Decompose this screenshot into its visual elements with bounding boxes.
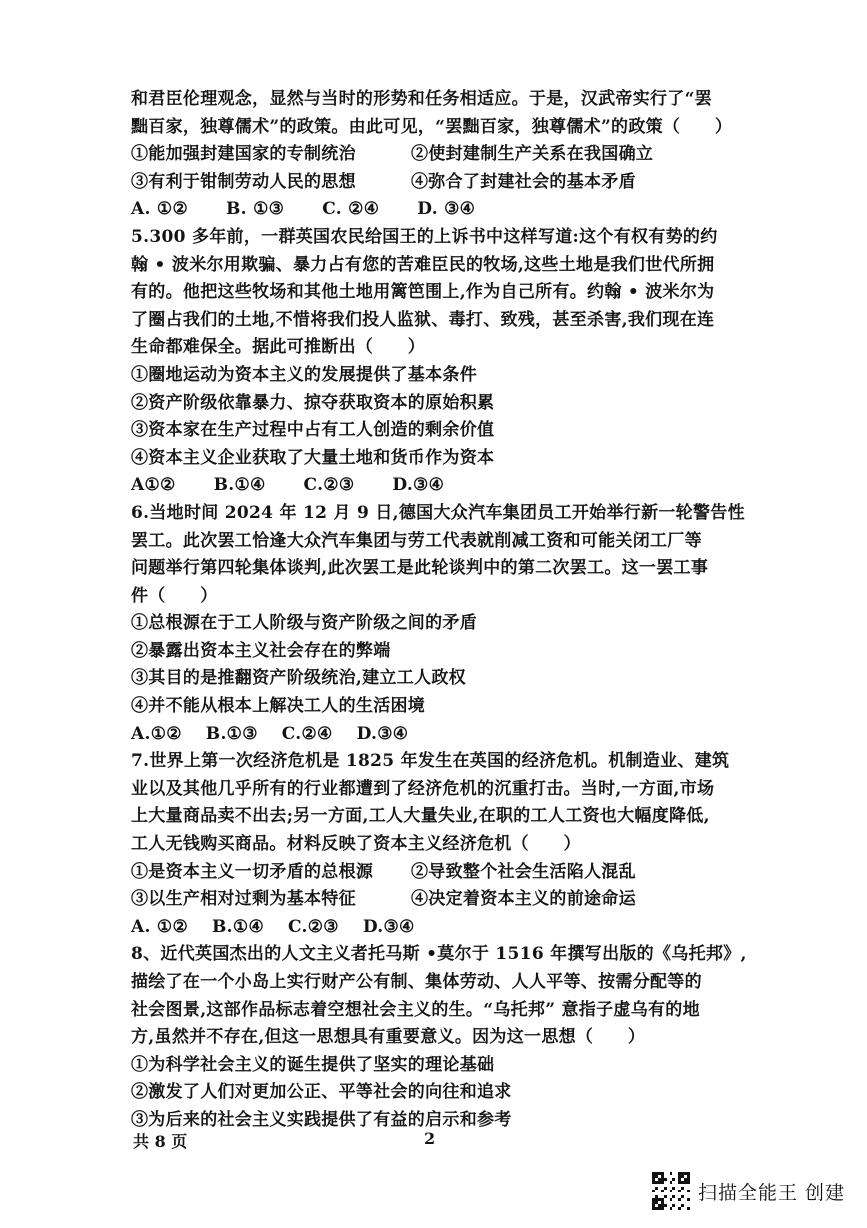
q4-option-c: C. ②④	[322, 199, 380, 220]
q8-statement-2: ②激发了人们对更加公正、平等社会的向往和追求	[131, 1082, 512, 1103]
q7-option-b: B.①④	[212, 916, 264, 937]
q5-option-c: C.②③	[303, 475, 355, 496]
q5-stem-line: 5.300 多年前，一群英国农民给国王的上诉书中这样写道:这个有权有势的约	[131, 226, 718, 247]
q8-stem-line: 社会图景,这部作品标志着空想社会主义的生。“乌托邦” 意指子虚乌有的地	[131, 999, 700, 1020]
qr-cell	[661, 1190, 664, 1193]
q6-option-a: A.①②	[131, 723, 182, 744]
q7-statement-row	[131, 886, 771, 914]
q7-statement-4: ④决定着资本主义的前途命运	[411, 889, 636, 910]
q5-statement-3: ③资本家在生产过程中占有工人创造的剩余价值	[131, 420, 495, 441]
q5-statement-1: ①圈地运动为资本主义的发展提供了基本条件	[131, 364, 477, 385]
q6-statement-3: ③其目的是推翻资产阶级统治,建立工人政权	[131, 668, 466, 689]
qr-cell	[664, 1187, 667, 1190]
qr-cell	[681, 1187, 684, 1190]
q6-options	[131, 721, 771, 749]
q8-stem-line: 8、近代英国杰出的人文主义者托马斯 •莫尔于 1516 年撰写出版的《乌托邦》,	[131, 944, 747, 965]
q6-statement-1: ①总根源在于工人阶级与资产阶级之间的矛盾	[131, 613, 477, 634]
qr-cell	[681, 1204, 684, 1207]
q5-stem-line: 了圈占我们的土地,不惜将我们投人监狱、毒打、致残，甚至杀害,我们现在连	[131, 309, 715, 330]
qr-cell	[664, 1204, 667, 1207]
q5-options	[131, 472, 771, 500]
qr-cell	[672, 1195, 675, 1198]
q4-stem-line: 黜百家，独尊儒术”的政策。由此可见，“罢黜百家，独尊儒术”的政策（ ）	[131, 116, 733, 137]
q4-options	[131, 196, 771, 224]
q6-stem-line: 问题举行第四轮集体谈判,此次罢工是此轮谈判中的第二次罢工。这一罢工事	[131, 558, 709, 579]
qr-cell	[664, 1178, 667, 1181]
qr-cell	[672, 1187, 675, 1190]
qr-cell	[661, 1181, 664, 1184]
q8-stem-line: 描绘了在一个小岛上实行财产公有制、集体劳动、人人平等、按需分配等的	[131, 972, 702, 992]
q4-statement-row	[131, 141, 771, 169]
q4-statement-4: ④弥合了封建社会的基本矛盾	[411, 171, 636, 192]
q4-statement-row	[131, 169, 771, 197]
qr-cell	[670, 1172, 673, 1175]
q6-stem-line: 件（ ）	[131, 585, 218, 606]
q4-statement-1: ①能加强封建国家的专制统治	[131, 144, 356, 165]
qr-cell	[664, 1195, 667, 1198]
q8-statement-3: ③为后来的社会主义实践提供了有益的启示和参考	[131, 1109, 512, 1130]
q7-statement-1: ①是资本主义一切矛盾的总根源	[131, 861, 374, 882]
qr-code-icon	[652, 1172, 690, 1210]
q7-stem-line: 工人无钱购买商品。材料反映了资本主义经济危机（ ）	[131, 834, 581, 855]
page-number: 2	[424, 1129, 436, 1148]
q6-option-b: B.①③	[205, 723, 258, 744]
qr-cell	[670, 1181, 673, 1184]
q4-option-b: B. ①③	[226, 199, 285, 220]
qr-cell	[661, 1207, 664, 1210]
qr-cell	[672, 1204, 675, 1207]
scanner-watermark	[652, 1172, 845, 1210]
q4-option-a: A. ①②	[131, 199, 189, 220]
q5-statement-2: ②资产阶级依靠暴力、掠夺获取资本的原始积累	[131, 392, 495, 413]
qr-cell	[681, 1195, 684, 1198]
q7-stem-line: 7.世界上第一次经济危机是 1825 年发生在英国的经济危机。机制造业、建筑	[131, 751, 730, 772]
total-pages-label: 共 8 页	[133, 1132, 188, 1151]
qr-cell	[687, 1181, 690, 1184]
qr-cell	[670, 1198, 673, 1201]
page-content	[131, 86, 771, 1135]
qr-cell	[672, 1178, 675, 1181]
q7-stem-line: 上大量商品卖不出去;另一方面,工人大量失业,在职的工人工资也大幅度降低,	[131, 806, 710, 827]
q7-option-d: D.③④	[362, 916, 415, 937]
qr-cell	[687, 1198, 690, 1201]
q5-option-b: B.①④	[213, 475, 266, 496]
q5-option-d: D.③④	[392, 475, 445, 496]
qr-cell	[670, 1190, 673, 1193]
q7-statement-2: ②导致整个社会生活陷人混乱	[411, 861, 636, 882]
q7-statement-3: ③以生产相对过剩为基本特征	[131, 889, 356, 910]
qr-cell	[652, 1190, 655, 1193]
q6-stem-line: 6.当地时间 2024 年 12 月 9 日,德国大众汽车集团员工开始举行新一轮警告性	[131, 502, 745, 523]
q7-option-c: C.②③	[287, 916, 339, 937]
q6-option-d: D.③④	[356, 723, 409, 744]
q6-stem-line: 罢工。此次罢工恰逢大众汽车集团与劳工代表就削减工资和可能关闭工厂等	[131, 530, 702, 551]
scanner-label: 扫描全能王 创建	[698, 1181, 846, 1204]
qr-cell	[687, 1190, 690, 1193]
qr-cell	[655, 1187, 658, 1190]
q8-statement-1: ①为科学社会主义的诞生提供了坚实的理论基础	[131, 1054, 495, 1075]
q6-statement-4: ④并不能从根本上解决工人的生活困境	[131, 696, 426, 717]
q7-stem-line: 业以及其他几乎所有的行业都遭到了经济危机的沉重打击。当时,一方面,市场	[131, 778, 715, 799]
q7-options	[131, 914, 771, 942]
q5-stem-line: 翰 • 波米尔用欺骗、暴力占有您的苦难臣民的牧场,这些土地是我们世代所拥	[131, 254, 715, 275]
q5-option-a: A①②	[131, 475, 176, 496]
q4-statement-3: ③有利于钳制劳动人民的思想	[131, 171, 356, 192]
q5-stem-line: 生命都难保全。据此可推断出（ ）	[131, 337, 426, 358]
q4-stem-line: 和君臣伦理观念，显然与当时的形势和任务相适应。于是，汉武帝实行了“罢	[131, 89, 712, 109]
q4-statement-2: ②使封建制生产关系在我国确立	[411, 144, 654, 165]
qr-cell	[678, 1207, 681, 1210]
qr-cell	[670, 1207, 673, 1210]
q5-stem-line: 有的。他把这些牧场和其他土地用篱笆围上,作为自己所有。约翰 • 波米尔为	[131, 282, 715, 303]
q6-statement-2: ②暴露出资本主义社会存在的弊端	[131, 640, 391, 661]
qr-cell	[687, 1207, 690, 1210]
q7-statement-row	[131, 859, 771, 887]
qr-cell	[678, 1198, 681, 1201]
q4-option-d: D. ③④	[417, 199, 476, 220]
q5-statement-4: ④资本主义企业获取了大量土地和货币作为资本	[131, 447, 495, 468]
q7-option-a: A. ①②	[131, 916, 189, 937]
qr-cell	[678, 1190, 681, 1193]
q8-stem-line: 方,虽然并不存在,但这一思想具有重要意义。因为这一思想（ ）	[131, 1027, 646, 1048]
q6-option-c: C.②④	[281, 723, 333, 744]
